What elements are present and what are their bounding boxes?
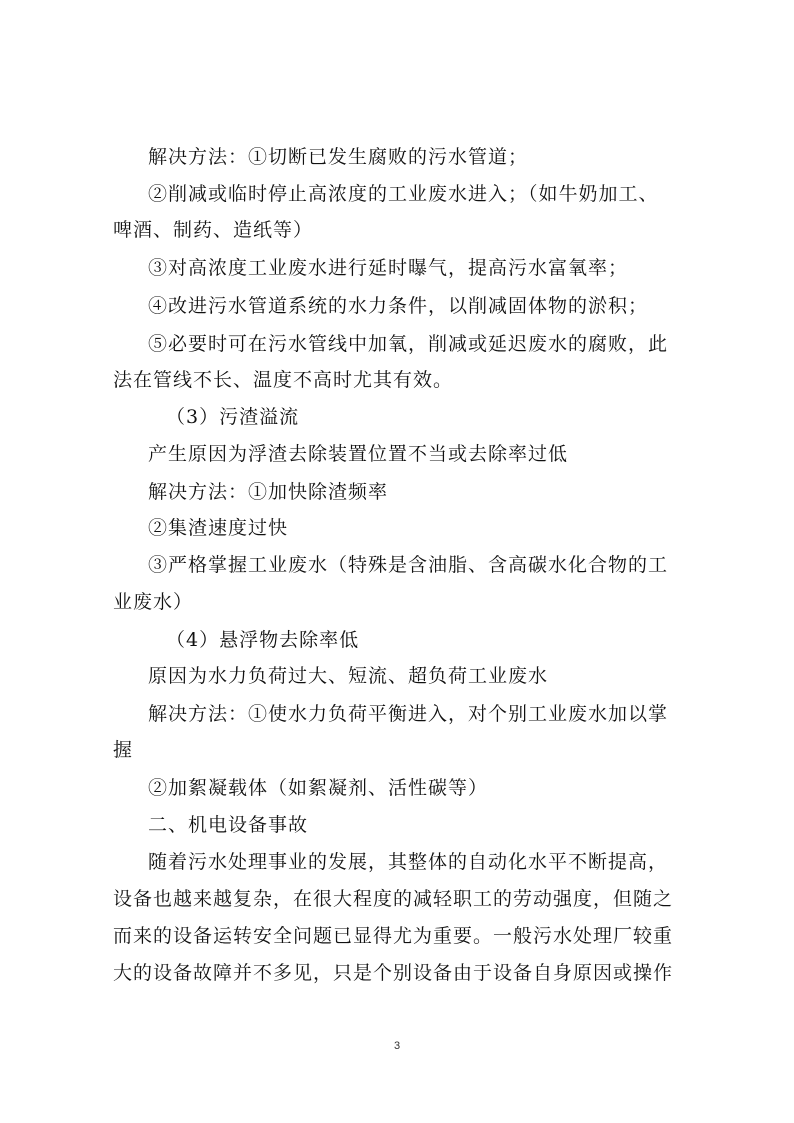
paragraph-line: 法在管线不长、温度不高时尤其有效。 bbox=[113, 369, 454, 391]
chapter-heading: 二、机电设备事故 bbox=[148, 814, 309, 836]
section-heading: （3）污渣溢流 bbox=[166, 406, 300, 428]
solution-heading-line: 解决方法：①切断已发生腐败的污水管道； bbox=[148, 146, 529, 168]
page-number: 3 bbox=[393, 1040, 401, 1052]
paragraph-line: 随着污水处理事业的发展，其整体的自动化水平不断提高， bbox=[148, 851, 669, 873]
paragraph-line: ③对高浓度工业废水进行延时曝气，提高污水富氧率； bbox=[148, 257, 629, 279]
paragraph-line: 大的设备故障并不多见，只是个别设备由于设备自身原因或操作 bbox=[113, 962, 674, 984]
paragraph-line: 握 bbox=[113, 739, 134, 761]
paragraph-line: 原因为水力负荷过大、短流、超负荷工业废水 bbox=[148, 665, 549, 687]
paragraph-line: 设备也越来越复杂，在很大程度的减轻职工的劳动强度，但随之 bbox=[113, 888, 674, 910]
solution-heading-line: 解决方法：①加快除渣频率 bbox=[148, 481, 389, 503]
paragraph-line: ⑤必要时可在污水管线中加氧，削减或延迟废水的腐败，此 bbox=[148, 333, 669, 355]
paragraph-line: ②削减或临时停止高浓度的工业废水进入；（如牛奶加工、 bbox=[148, 183, 659, 205]
paragraph-line: 产生原因为浮渣去除装置位置不当或去除率过低 bbox=[148, 443, 569, 465]
paragraph-line: 啤酒、制药、造纸等） bbox=[113, 219, 314, 241]
paragraph-line: 业废水） bbox=[113, 591, 194, 613]
paragraph-line: 而来的设备运转安全问题已显得尤为重要。一般污水处理厂较重 bbox=[113, 925, 674, 947]
paragraph-line: ②集渣速度过快 bbox=[148, 517, 289, 539]
solution-heading-line: 解决方法：①使水力负荷平衡进入，对个别工业废水加以掌 bbox=[148, 703, 669, 725]
section-heading: （4）悬浮物去除率低 bbox=[166, 629, 360, 651]
paragraph-line: ③严格掌握工业废水（特殊是含油脂、含高碳水化合物的工 bbox=[148, 554, 669, 576]
paragraph-line: ②加絮凝载体（如絮凝剂、活性碳等） bbox=[148, 777, 489, 799]
paragraph-line: ④改进污水管道系统的水力条件，以削减固体物的淤积； bbox=[148, 295, 649, 317]
